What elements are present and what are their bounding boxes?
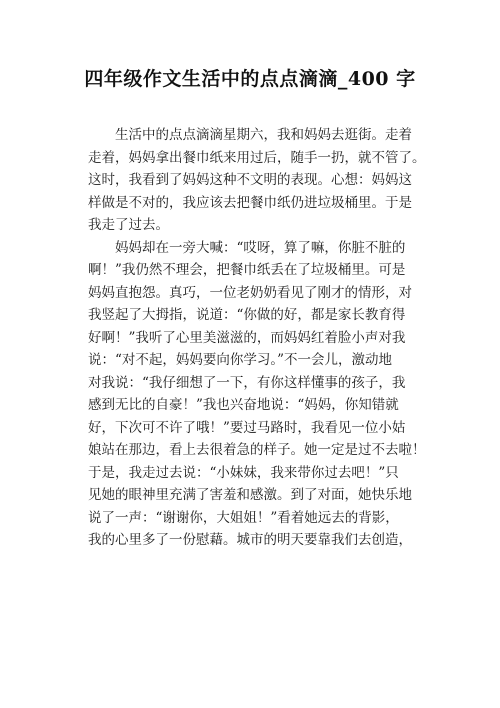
text-line: 好啊！”我听了心里美滋滋的，而妈妈红着脸小声对我 (88, 329, 406, 346)
text-line: 妈妈却在一旁大喊：“哎呀，算了嘛，你脏不脏的 (115, 239, 406, 256)
text-line: 我的心里多了一份慰藉。城市的明天要靠我们去创造， (88, 532, 412, 548)
text-line: 说：“对不起，妈妈要向你学习。”不一会儿，激动地 (88, 352, 393, 368)
text-line: 这时，我看到了妈妈这种不文明的表现。心想：妈妈这 (88, 172, 412, 188)
text-line: 我竖起了大拇指，说道：“你做的好，都是家长教育得 (88, 307, 406, 323)
text-line: 感到无比的自豪！”我也兴奋地说：“妈妈，你知错就 (88, 397, 399, 413)
text-line: 好，下次可不许了哦！”要过马路时，我看见一位小姑 (88, 419, 406, 436)
essay-body (88, 124, 428, 552)
text-line: 娘站在那边，看上去很着急的样子。她一定是过不去啦！ (88, 442, 426, 458)
text-line: 妈妈直抱怨。真巧，一位老奶奶看见了刚才的情形，对 (88, 284, 412, 301)
text-line: 啊！”我仍然不理会，把餐巾纸丢在了垃圾桶里。可是 (88, 262, 406, 278)
text-line: 于是，我走过去说：“小妹妹，我来带你过去吧！”只 (88, 464, 399, 481)
text-line: 对我说：“我仔细想了一下，有你这样懂事的孩子，我 (88, 374, 406, 391)
document-title: 四年级作文生活中的点点滴滴_400 字 (84, 68, 416, 90)
text-line: 走着，妈妈拿出餐巾纸来用过后，随手一扔，就不管了。 (88, 149, 426, 166)
text-line: 样做是不对的，我应该去把餐巾纸仍进垃圾桶里。于是 (88, 194, 412, 211)
text-line: 见她的眼神里充满了害羞和感激。到了对面，她快乐地 (88, 487, 412, 503)
text-line: 我走了过去。 (88, 217, 169, 233)
text-line: 说了一声：“谢谢你，大姐姐！”看着她远去的背影， (88, 509, 399, 526)
text-line: 生活中的点点滴滴星期六，我和妈妈去逛街。走着 (115, 127, 412, 143)
